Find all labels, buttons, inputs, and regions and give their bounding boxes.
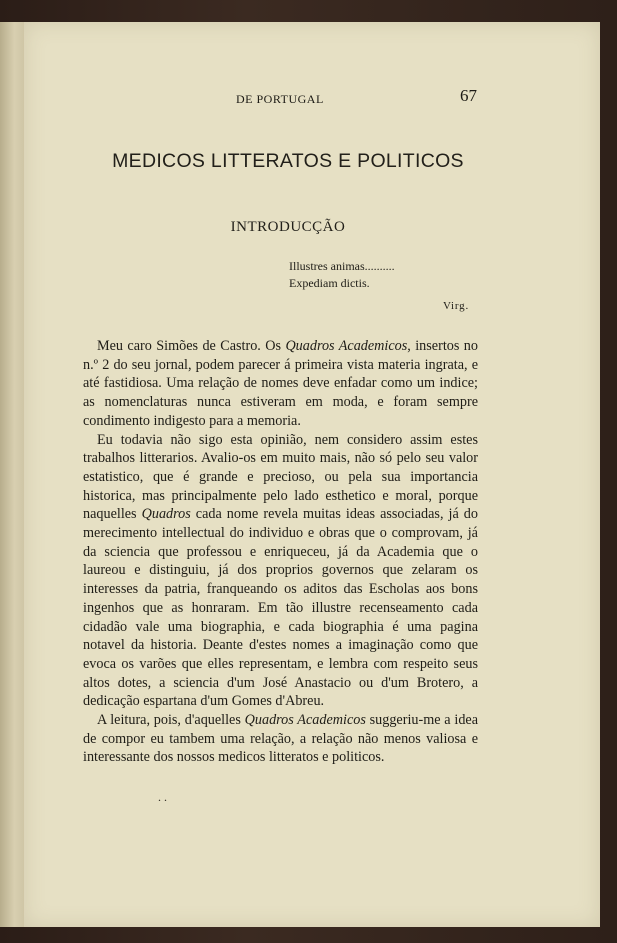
chapter-title: MEDICOS LITTERATOS E POLITICOS [112, 150, 464, 172]
page-number: 67 [460, 86, 477, 105]
paragraph: Eu todavia não sigo esta opinião, nem considero assim estes trabalhos litterarios. Avalio-os em muito mais, não só pelo seu valor estatistico, que é grande e precioso, ou pela sua importancia historica, mas principalmente pelo lado esthetico e moral, porque naquelles Quadros cada nome revela muitas ideas associadas, já do merecimento intellectual do individuo e obras que o comprovam, já da sciencia que professou e enriqueceu, já da Academia que o laureou e distinguiu, já dos proprios governos que zelaram os interesses da patria, franqueando os aditos das Escholas aos bons ingenhos que as honraram. Em tão illustre recenseamento cada cidadão vale uma biographia, e cada biographia é uma pagina notavel da historia. Deante d'estes nomes a imaginação como que evoca os varões que elles representam, e lembra com respeito seus altos dotes, a sciencia d'um José Anastacio ou d'um Brotero, a dedicação espartana d'um Gomes d'Abreu. [83, 431, 478, 710]
epigraph-attribution: Virg. [442, 300, 469, 312]
paragraph: Meu caro Simões de Castro. Os Quadros Academicos, insertos no n.º 2 do seu jornal, podem parecer á primeira vista materia ingrata, e até fastidiosa. Uma relação de nomes deve enfadar como um indice; as nomenclaturas nunca estiveram em moda, e foram sempre condimento indigesto para a memoria. [83, 338, 478, 429]
body-text [83, 337, 478, 767]
running-head: DE PORTUGAL [236, 92, 324, 106]
epigraph-line-2: Expediam dictis. [289, 276, 370, 290]
epigraph-line-1: Illustres animas.......... [289, 259, 395, 273]
section-subtitle: INTRODUCÇÃO [230, 219, 346, 235]
epigraph [289, 258, 479, 315]
facing-page-edge [0, 22, 25, 927]
paragraph: A leitura, pois, d'aquelles Quadros Academicos suggeriu-me a idea de compor eu tambem uma relação, a relação não menos valiosa e interessante dos nossos medicos litteratos e politicos. [83, 712, 479, 766]
printer-mark: . . [158, 790, 167, 804]
